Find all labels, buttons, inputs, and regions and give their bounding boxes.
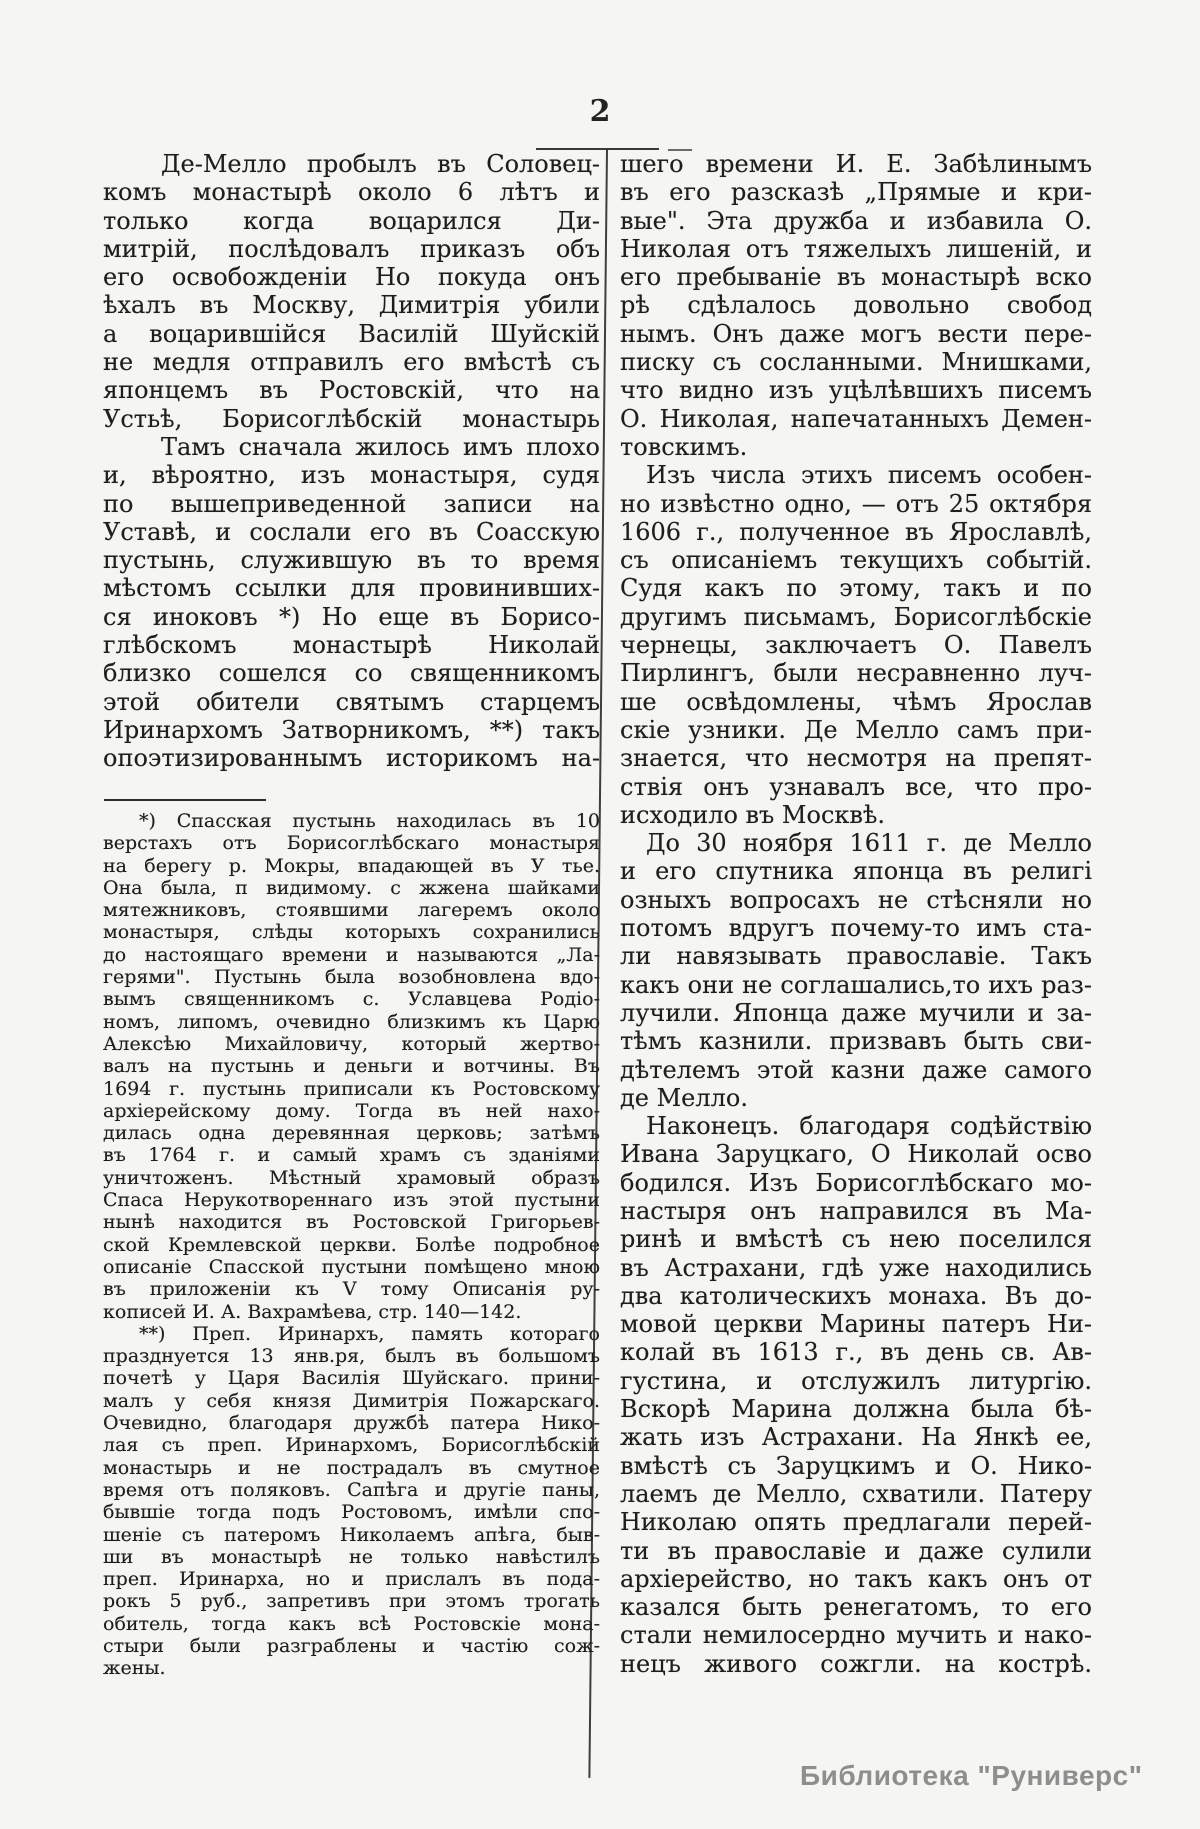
text-line: ринѣ и вмѣстѣ съ нею поселился — [620, 1225, 1092, 1254]
text-line: ствія онъ узнавалъ все, что про- — [620, 772, 1092, 801]
text-line: Тамъ сначала жилось имъ плохо — [161, 432, 600, 461]
text-line: не медля отправилъ его вмѣстѣ съ — [103, 348, 600, 377]
text-line: но извѣстно одно, — отъ 25 октября — [620, 489, 1092, 518]
text-line: знается, что несмотря на препят- — [620, 744, 1092, 773]
text-line: бывшіе тогда подъ Ростовомъ, имѣли спо- — [103, 1501, 600, 1524]
right-column-text — [620, 150, 1092, 1678]
paragraph — [620, 829, 1092, 1112]
text-line: лая съ преп. Иринархомъ, Борисоглѣбскій — [103, 1434, 600, 1457]
text-line: жены. — [103, 1657, 166, 1680]
text-line: ши въ монастырѣ не только навѣстилъ — [103, 1545, 600, 1568]
text-line: въ Астрахани, гдѣ уже находились — [620, 1253, 1092, 1282]
text-line: казался быть ренегатомъ, то его — [620, 1593, 1092, 1622]
text-line: писку съ сосланными. Мнишками, — [620, 348, 1092, 377]
text-line: комъ монастырѣ около 6 лѣтъ и — [103, 178, 600, 207]
text-line: описаніе Спасской пустыни помѣщено мною — [103, 1255, 600, 1278]
text-line: бодился. Изъ Борисоглѣбскаго мо- — [620, 1168, 1092, 1197]
text-line: въ его разсказѣ „Прямые и кри- — [620, 178, 1092, 207]
text-line: Пирлингъ, были несравненно луч- — [620, 659, 1092, 688]
text-line: 1606 г., полученное въ Ярославлѣ, — [620, 517, 1092, 546]
text-line: мятежниковъ, стоявшими лагеремъ около — [103, 899, 600, 922]
text-line: мѣстомъ ссылки для провинивших- — [103, 574, 600, 603]
text-line: митрій, послѣдовалъ приказъ объ — [103, 234, 600, 263]
text-line: Она была, п видимому. с жжена шайками — [103, 876, 600, 899]
text-line: Уставѣ, и сослали его въ Соасскую — [103, 517, 600, 546]
text-line: монастырь и не пострадалъ въ смутное — [103, 1456, 600, 1479]
text-line: рѣ сдѣлалось довольно свобод — [620, 291, 1092, 320]
text-line: верстахъ отъ Борисоглѣбскаго монастыря — [103, 832, 600, 855]
text-line: обитель, тогда какъ всѣ Ростовскіе мона- — [103, 1612, 600, 1635]
text-line: Судя какъ по этому, такъ и по — [620, 574, 1092, 603]
text-line: Де-Мелло пробылъ въ Соловец- — [161, 150, 600, 178]
text-line: монастыря, слѣды которыхъ сохранились — [103, 921, 600, 944]
text-line: чернецы, заключаетъ О. Павелъ — [620, 631, 1092, 660]
text-line: тѣмъ казнили. призвавъ быть сви- — [620, 1027, 1092, 1056]
paragraph — [103, 1323, 600, 1680]
text-line: рокъ 5 руб., запретивъ при этомъ трогать — [103, 1590, 600, 1613]
text-line: озныхъ вопросахъ не стѣсняли но — [620, 885, 1092, 914]
text-line: архіерейскому дому. Тогда въ ней нахо- — [103, 1099, 600, 1122]
text-line: Вскорѣ Марина должна была бѣ- — [620, 1395, 1092, 1424]
library-watermark: Библиотека "Руниверс" — [800, 1760, 1143, 1791]
text-line: де Мелло. — [620, 1083, 748, 1112]
text-line: лаемъ де Мелло, схватили. Патеру — [620, 1479, 1092, 1508]
text-line: до настоящаго времени и называются „Ла- — [103, 943, 600, 966]
text-line: время отъ поляковъ. Сапѣга и другіе паны, — [103, 1478, 600, 1501]
text-line: Николая отъ тяжелыхъ лишеній, и — [620, 234, 1092, 263]
paragraph — [103, 150, 600, 433]
text-line: малъ у себя князя Димитрія Пожарскаго. — [103, 1389, 600, 1412]
text-line: 1694 г. пустынь приписали къ Ростовскому — [103, 1077, 600, 1100]
paragraph — [620, 150, 1092, 461]
text-line: герями". Пустынь была возобновлена вдо- — [103, 966, 600, 989]
text-line: архіерейство, но такъ какъ онъ от — [620, 1564, 1092, 1593]
text-line: настыря онъ направился въ Ма- — [620, 1196, 1092, 1225]
text-line: его освобожденіи Но покуда онъ — [103, 263, 600, 292]
left-column-text — [103, 150, 600, 773]
text-line: шего времени И. Е. Забѣлинымъ — [620, 150, 1092, 178]
text-line: ской Кремлевской церкви. Болѣе подробное — [103, 1233, 600, 1256]
text-line: ли навязывать православіе. Такъ — [620, 942, 1092, 971]
text-line: Алексѣю Михайловичу, который жертво- — [103, 1032, 600, 1055]
text-line: ше освѣдомлены, чѣмъ Ярослав — [620, 687, 1092, 716]
page-number: 2 — [589, 94, 611, 129]
text-line: вымъ священникомъ с. Уславцева Родіо- — [103, 988, 600, 1011]
text-line: потомъ вдругъ почему-то имъ ста- — [620, 914, 1092, 943]
paragraph — [103, 810, 600, 1323]
text-line: Иринархомъ Затворникомъ, **) такъ — [103, 715, 600, 744]
text-line: густина, и отслужилъ литургію. — [620, 1366, 1092, 1395]
text-line: два католическихъ монаха. Въ до- — [620, 1281, 1092, 1310]
text-line: Ивана Заруцкаго, О Николай осво — [620, 1140, 1092, 1169]
text-line: жать изъ Астрахани. На Янкѣ ее, — [620, 1423, 1092, 1452]
text-line: мовой церкви Марины патеръ Ни- — [620, 1310, 1092, 1339]
text-line: Спаса Нерукотвореннаго изъ этой пустыни — [103, 1189, 600, 1212]
text-line: въ 1764 г. и самый храмъ съ зданіями — [103, 1144, 600, 1167]
text-line: дилась одна деревянная церковь; затѣмъ — [103, 1122, 600, 1145]
text-line: валъ на пустынь и деньги и вотчины. Въ — [103, 1055, 600, 1078]
text-line: **) Преп. Иринархъ, память котораго — [139, 1322, 600, 1345]
paragraph — [103, 433, 600, 773]
text-line: и его спутника японца въ религі — [620, 857, 1092, 886]
text-line: стыри были разграблены и частію сож- — [103, 1634, 600, 1657]
text-line: Изъ числа этихъ писемъ особен- — [646, 461, 1092, 490]
text-line: ся иноковъ *) Но еще въ Борисо- — [103, 602, 600, 631]
text-line: по вышеприведенной записи на — [103, 489, 600, 518]
text-line: пустынь, служившую въ то время — [103, 546, 600, 575]
text-line: дѣтелемъ этой казни даже самого — [620, 1055, 1092, 1084]
text-line: его пребываніе въ монастырѣ вско — [620, 263, 1092, 292]
text-line: колай въ 1613 г., въ день св. Ав- — [620, 1338, 1092, 1367]
text-line: какъ они не соглашались,то ихъ раз- — [620, 970, 1092, 999]
text-line: празднуется 13 янв.ря, былъ въ большомъ — [103, 1345, 600, 1368]
text-line: шеніе съ патеромъ Николаемъ апѣга, быв- — [103, 1523, 600, 1546]
text-line: этой обители святымъ старцемъ — [103, 687, 600, 716]
text-line: съ описаніемъ текущихъ событій. — [620, 546, 1092, 575]
text-line: почетѣ у Царя Василія Шуйскаго. прини- — [103, 1367, 600, 1390]
text-line: *) Спасская пустынь находилась въ 10 — [139, 810, 600, 832]
text-line: только когда воцарился Ди- — [103, 206, 600, 235]
paragraph — [620, 461, 1092, 829]
text-line: въ приложеніи къ V тому Описанія ру- — [103, 1278, 600, 1301]
text-line: О. Николая, напечатанныхъ Демен- — [620, 404, 1092, 433]
text-line: опоэтизированнымъ историкомъ на- — [103, 744, 600, 773]
text-line: а воцарившійся Василій Шуйскій — [103, 319, 600, 348]
text-line: Очевидно, благодаря дружбѣ патера Нико- — [103, 1412, 600, 1435]
text-line: До 30 ноября 1611 г. де Мелло — [646, 829, 1092, 858]
text-line: ти въ православіе и даже сулили — [620, 1536, 1092, 1565]
text-line: глѣбскомъ монастырѣ Николай — [103, 631, 600, 660]
text-line: Устьѣ, Борисоглѣбскій монастырь — [103, 404, 600, 433]
text-line: Николаю опять предлагали перей- — [620, 1508, 1092, 1537]
text-line: вмѣстѣ съ Заруцкимъ и О. Нико- — [620, 1451, 1092, 1480]
text-line: вые". Эта дружба и избавила О. — [620, 206, 1092, 235]
text-line: японцемъ въ Ростовскій, что на — [103, 376, 600, 405]
paragraph — [620, 1112, 1092, 1678]
footnote-separator-rule — [104, 799, 266, 801]
text-line: и, вѣроятно, изъ монастыря, судя — [103, 461, 600, 490]
text-line: скіе узники. Де Мелло самъ при- — [620, 715, 1092, 744]
text-line: кописей И. А. Вахрамѣева, стр. 140—142. — [103, 1300, 522, 1323]
text-line: Наконецъ. благодаря содѣйствію — [646, 1112, 1092, 1141]
text-line: лучили. Японца даже мучили и за- — [620, 998, 1092, 1027]
text-line: ѣхалъ въ Москву, Димитрія убили — [103, 291, 600, 320]
text-line: номъ, липомъ, очевидно близкимъ къ Царю — [103, 1010, 600, 1033]
text-line: другимъ письмамъ, Борисоглѣбскіе — [620, 602, 1092, 631]
text-line: преп. Иринарха, но и прислалъ въ пода- — [103, 1568, 600, 1591]
text-line: нымъ. Онъ даже могъ вести пере- — [620, 319, 1092, 348]
text-line: нецъ живого сожгли. на кострѣ. — [620, 1649, 1092, 1678]
text-line: стали немилосердно мучить и нако- — [620, 1621, 1092, 1650]
text-line: на берегу р. Мокры, впадающей въ У тье. — [103, 854, 600, 877]
text-line: что видно изъ уцѣлѣвшихъ писемъ — [620, 376, 1092, 405]
left-column-footnotes — [103, 810, 600, 1680]
text-line: уничтоженъ. Мѣстный храмовый образъ — [103, 1166, 600, 1189]
text-line: нынѣ находится въ Ростовской Григорьев- — [103, 1211, 600, 1234]
text-line: товскимъ. — [620, 432, 748, 461]
text-line: близко сошелся со священникомъ — [103, 659, 600, 688]
text-line: исходило въ Москвѣ. — [620, 800, 886, 829]
